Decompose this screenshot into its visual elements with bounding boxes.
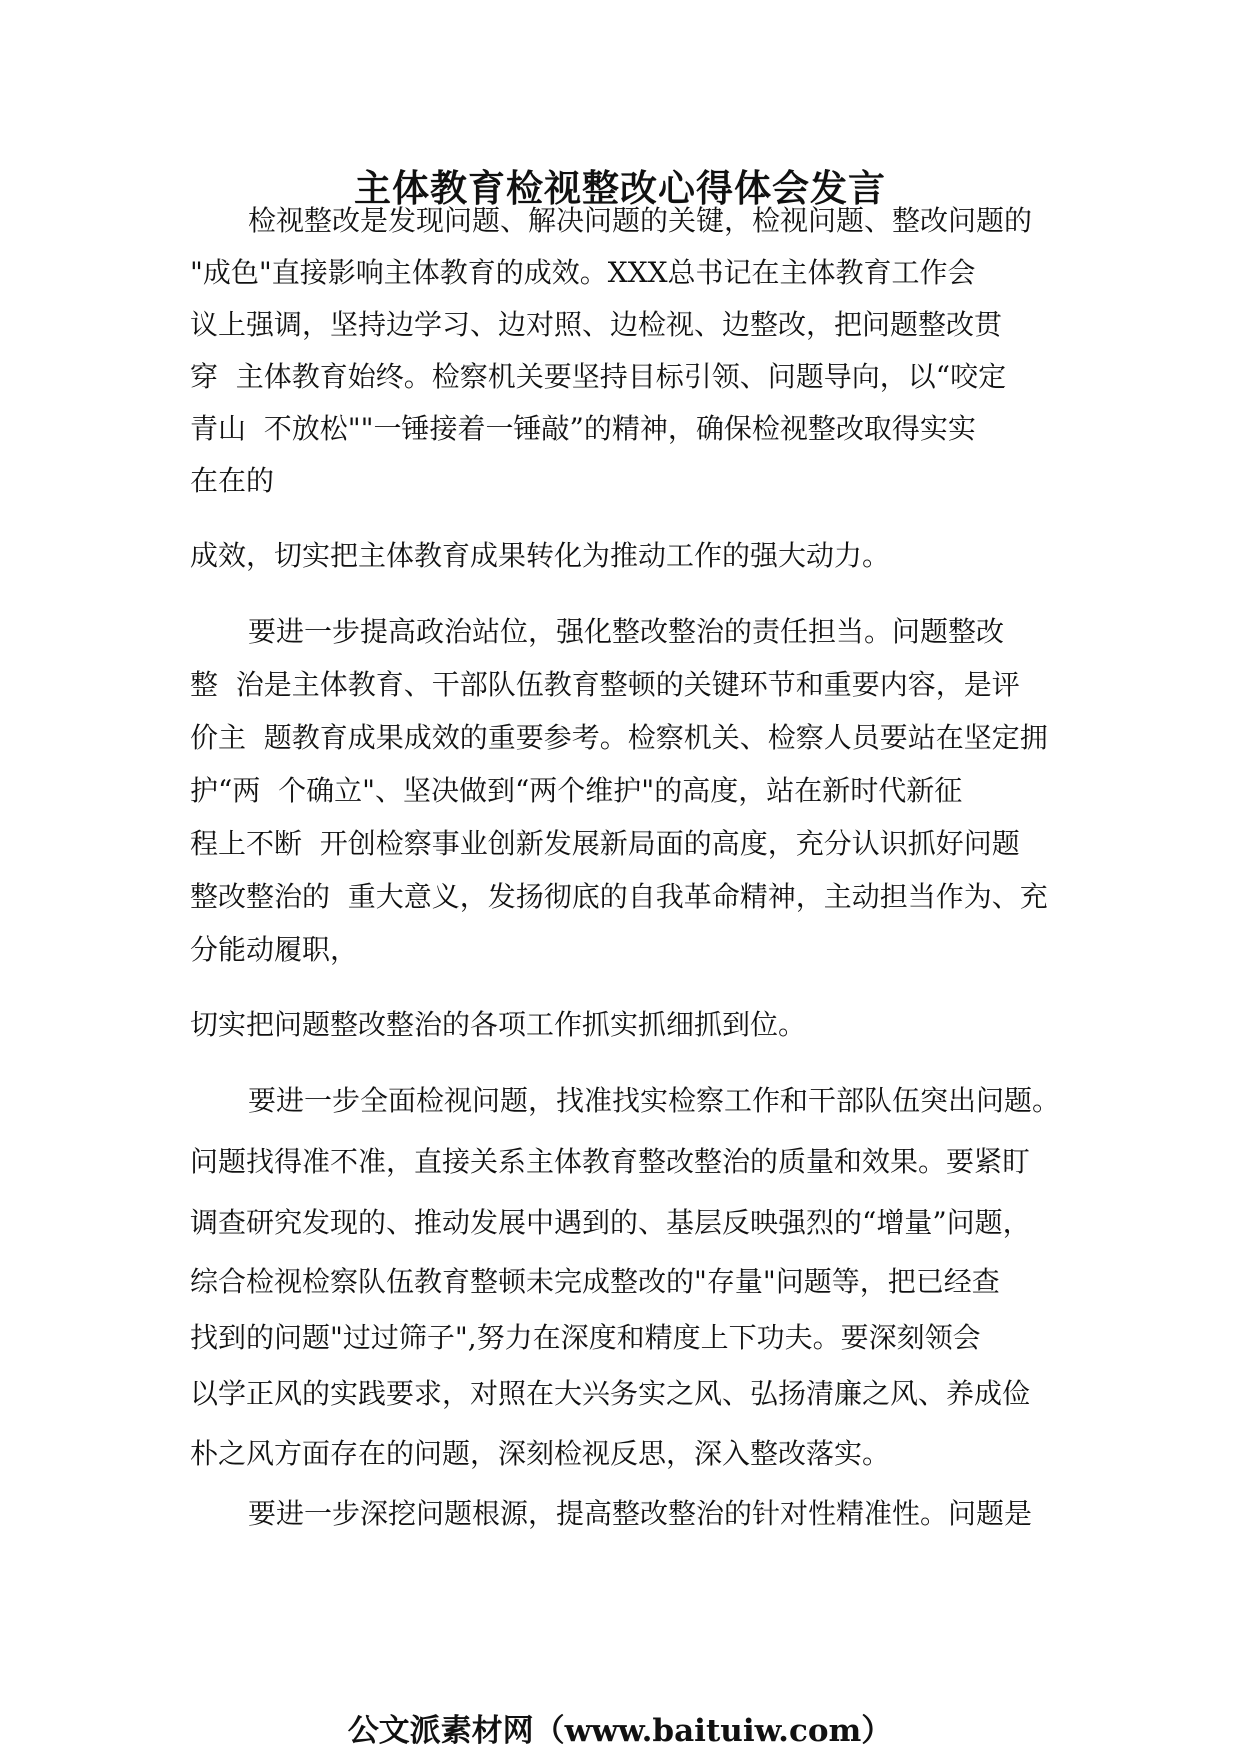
body-line: 以学正风的实践要求，对照在大兴务实之风、弘扬清廉之风、养成俭 xyxy=(190,1377,1031,1410)
body-line: 议上强调，坚持边学习、边对照、边检视、边整改，把问题整改贯 xyxy=(190,308,1003,341)
body-line: 在在的 xyxy=(190,464,275,497)
body-line: 要进一步全面检视问题，找准找实检察工作和干部队伍突出问题。 xyxy=(248,1084,1061,1117)
body-line: 朴之风方面存在的问题，深刻检视反思，深入整改落实。 xyxy=(190,1437,891,1470)
body-line: 分能动履职， xyxy=(190,933,359,966)
body-line: 护“两 个确立"、坚决做到“两个维护"的高度，站在新时代新征 xyxy=(190,774,963,807)
body-line: 成效，切实把主体教育成果转化为推动工作的强大动力。 xyxy=(190,539,891,572)
body-line: 整改整治的 重大意义，发扬彻底的自我革命精神，主动担当作为、充 xyxy=(190,880,1048,913)
body-line: 检视整改是发现问题、解决问题的关键，检视问题、整改问题的 xyxy=(248,204,1033,237)
body-line: 程上不断 开创检察事业创新发展新局面的高度，充分认识抓好问题 xyxy=(190,827,1020,860)
body-line: 综合检视检察队伍教育整顿未完成整改的"存量"问题等，把已经查 xyxy=(190,1265,1000,1298)
body-line: 问题找得准不准，直接关系主体教育整改整治的质量和效果。要紧盯 xyxy=(190,1145,1031,1178)
page-title: 主体教育检视整改心得体会发言 xyxy=(354,166,886,210)
body-line: 要进一步提高政治站位，强化整改整治的责任担当。问题整改 xyxy=(248,615,1005,648)
body-line: 穿 主体教育始终。检察机关要坚持目标引领、问题导向，以“咬定 xyxy=(190,360,1007,393)
body-line: "成色"直接影响主体教育的成效。XXX总书记在主体教育工作会 xyxy=(190,256,976,289)
body-line: 要进一步深挖问题根源，提高整改整治的针对性精准性。问题是 xyxy=(248,1497,1033,1530)
body-line: 找到的问题"过过筛子",努力在深度和精度上下功夫。要深刻领会 xyxy=(190,1321,981,1354)
body-line: 整 治是主体教育、干部队伍教育整顿的关键环节和重要内容，是评 xyxy=(190,668,1020,701)
footer-watermark: 公文派素材网（www.baituiw.com） xyxy=(347,1713,893,1749)
body-line: 切实把问题整改整治的各项工作抓实抓细抓到位。 xyxy=(190,1008,807,1041)
body-line: 调查研究发现的、推动发展中遇到的、基层反映强烈的“增量”问题， xyxy=(190,1206,1031,1239)
body-line: 价主 题教育成果成效的重要参考。检察机关、检察人员要站在坚定拥 xyxy=(190,721,1048,754)
body-line: 青山 不放松""一锤接着一锤敲”的精神，确保检视整改取得实实 xyxy=(190,412,976,445)
